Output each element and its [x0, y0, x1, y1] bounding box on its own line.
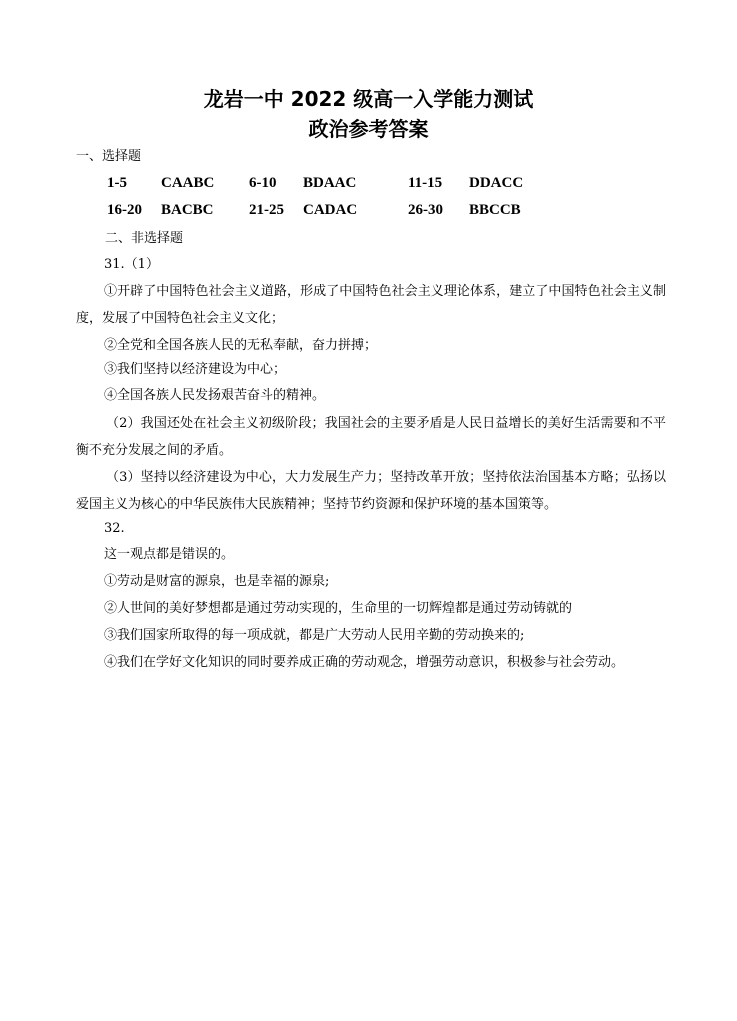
- q31-point-4: ④全国各族人民发扬艰苦奋斗的精神。: [104, 388, 326, 403]
- answer-range: 26-30: [408, 202, 443, 218]
- q31-point-2: ②全党和全国各族人民的无私奉献，奋力拼搏；: [104, 338, 378, 353]
- q32-point-1: ①劳动是财富的源泉，也是幸福的源泉;: [104, 574, 330, 589]
- question-32-label: 32.: [104, 521, 125, 536]
- answer-range: 21-25: [249, 202, 284, 218]
- answer-key: BACBC: [161, 202, 214, 218]
- answer-row: [0, 173, 737, 193]
- answer-key: CAABC: [161, 175, 215, 191]
- answer-key: DDACC: [469, 175, 524, 191]
- answer-range: 6-10: [249, 175, 277, 191]
- q32-point-4: ④我们在学好文化知识的同时要养成正确的劳动观念，增强劳动意识，积极参与社会劳动。: [104, 655, 625, 670]
- document-subtitle: 政治参考答案: [308, 117, 429, 141]
- answer-range: 1-5: [107, 175, 127, 191]
- answer-range: 11-15: [408, 175, 443, 191]
- q31-point-3: ③我们坚持以经济建设为中心；: [104, 362, 287, 377]
- answer-row: [0, 200, 737, 220]
- answer-range: 16-20: [107, 202, 142, 218]
- answer-key: CADAC: [303, 202, 358, 218]
- question-31-label: 31.（1）: [104, 257, 159, 272]
- section-heading-nonchoice: 二、非选择题: [105, 231, 184, 246]
- q31-part-2: （2）我国还处在社会主义初级阶段；我国社会的主要矛盾是人民日益增长的美好生活需要和不平衡不充分发展之间的矛盾。: [76, 416, 666, 458]
- answer-key: BDAAC: [303, 175, 357, 191]
- q32-statement: 这一观点都是错误的。: [104, 547, 235, 562]
- answer-key: BBCCB: [469, 202, 521, 218]
- document-title: 龙岩一中 2022 级高一入学能力测试: [203, 87, 534, 111]
- q31-point-1: ①开辟了中国特色社会主义道路，形成了中国特色社会主义理论体系，建立了中国特色社会主义制度，发展了中国特色社会主义文化；: [76, 284, 666, 326]
- q32-point-3: ③我们国家所取得的每一项成就，都是广大劳动人民用辛勤的劳动换来的;: [104, 628, 525, 643]
- section-heading-choice: 一、选择题: [76, 149, 142, 164]
- q32-point-2: ②人世间的美好梦想都是通过劳动实现的，生命里的一切辉煌都是通过劳动铸就的: [104, 601, 573, 616]
- q31-part-3: （3）坚持以经济建设为中心，大力发展生产力；坚持改革开放；坚持依法治国基本方略；弘扬以爱国主义为核心的中华民族伟大民族精神；坚持节约资源和保护环境的基本国策等。: [76, 470, 666, 512]
